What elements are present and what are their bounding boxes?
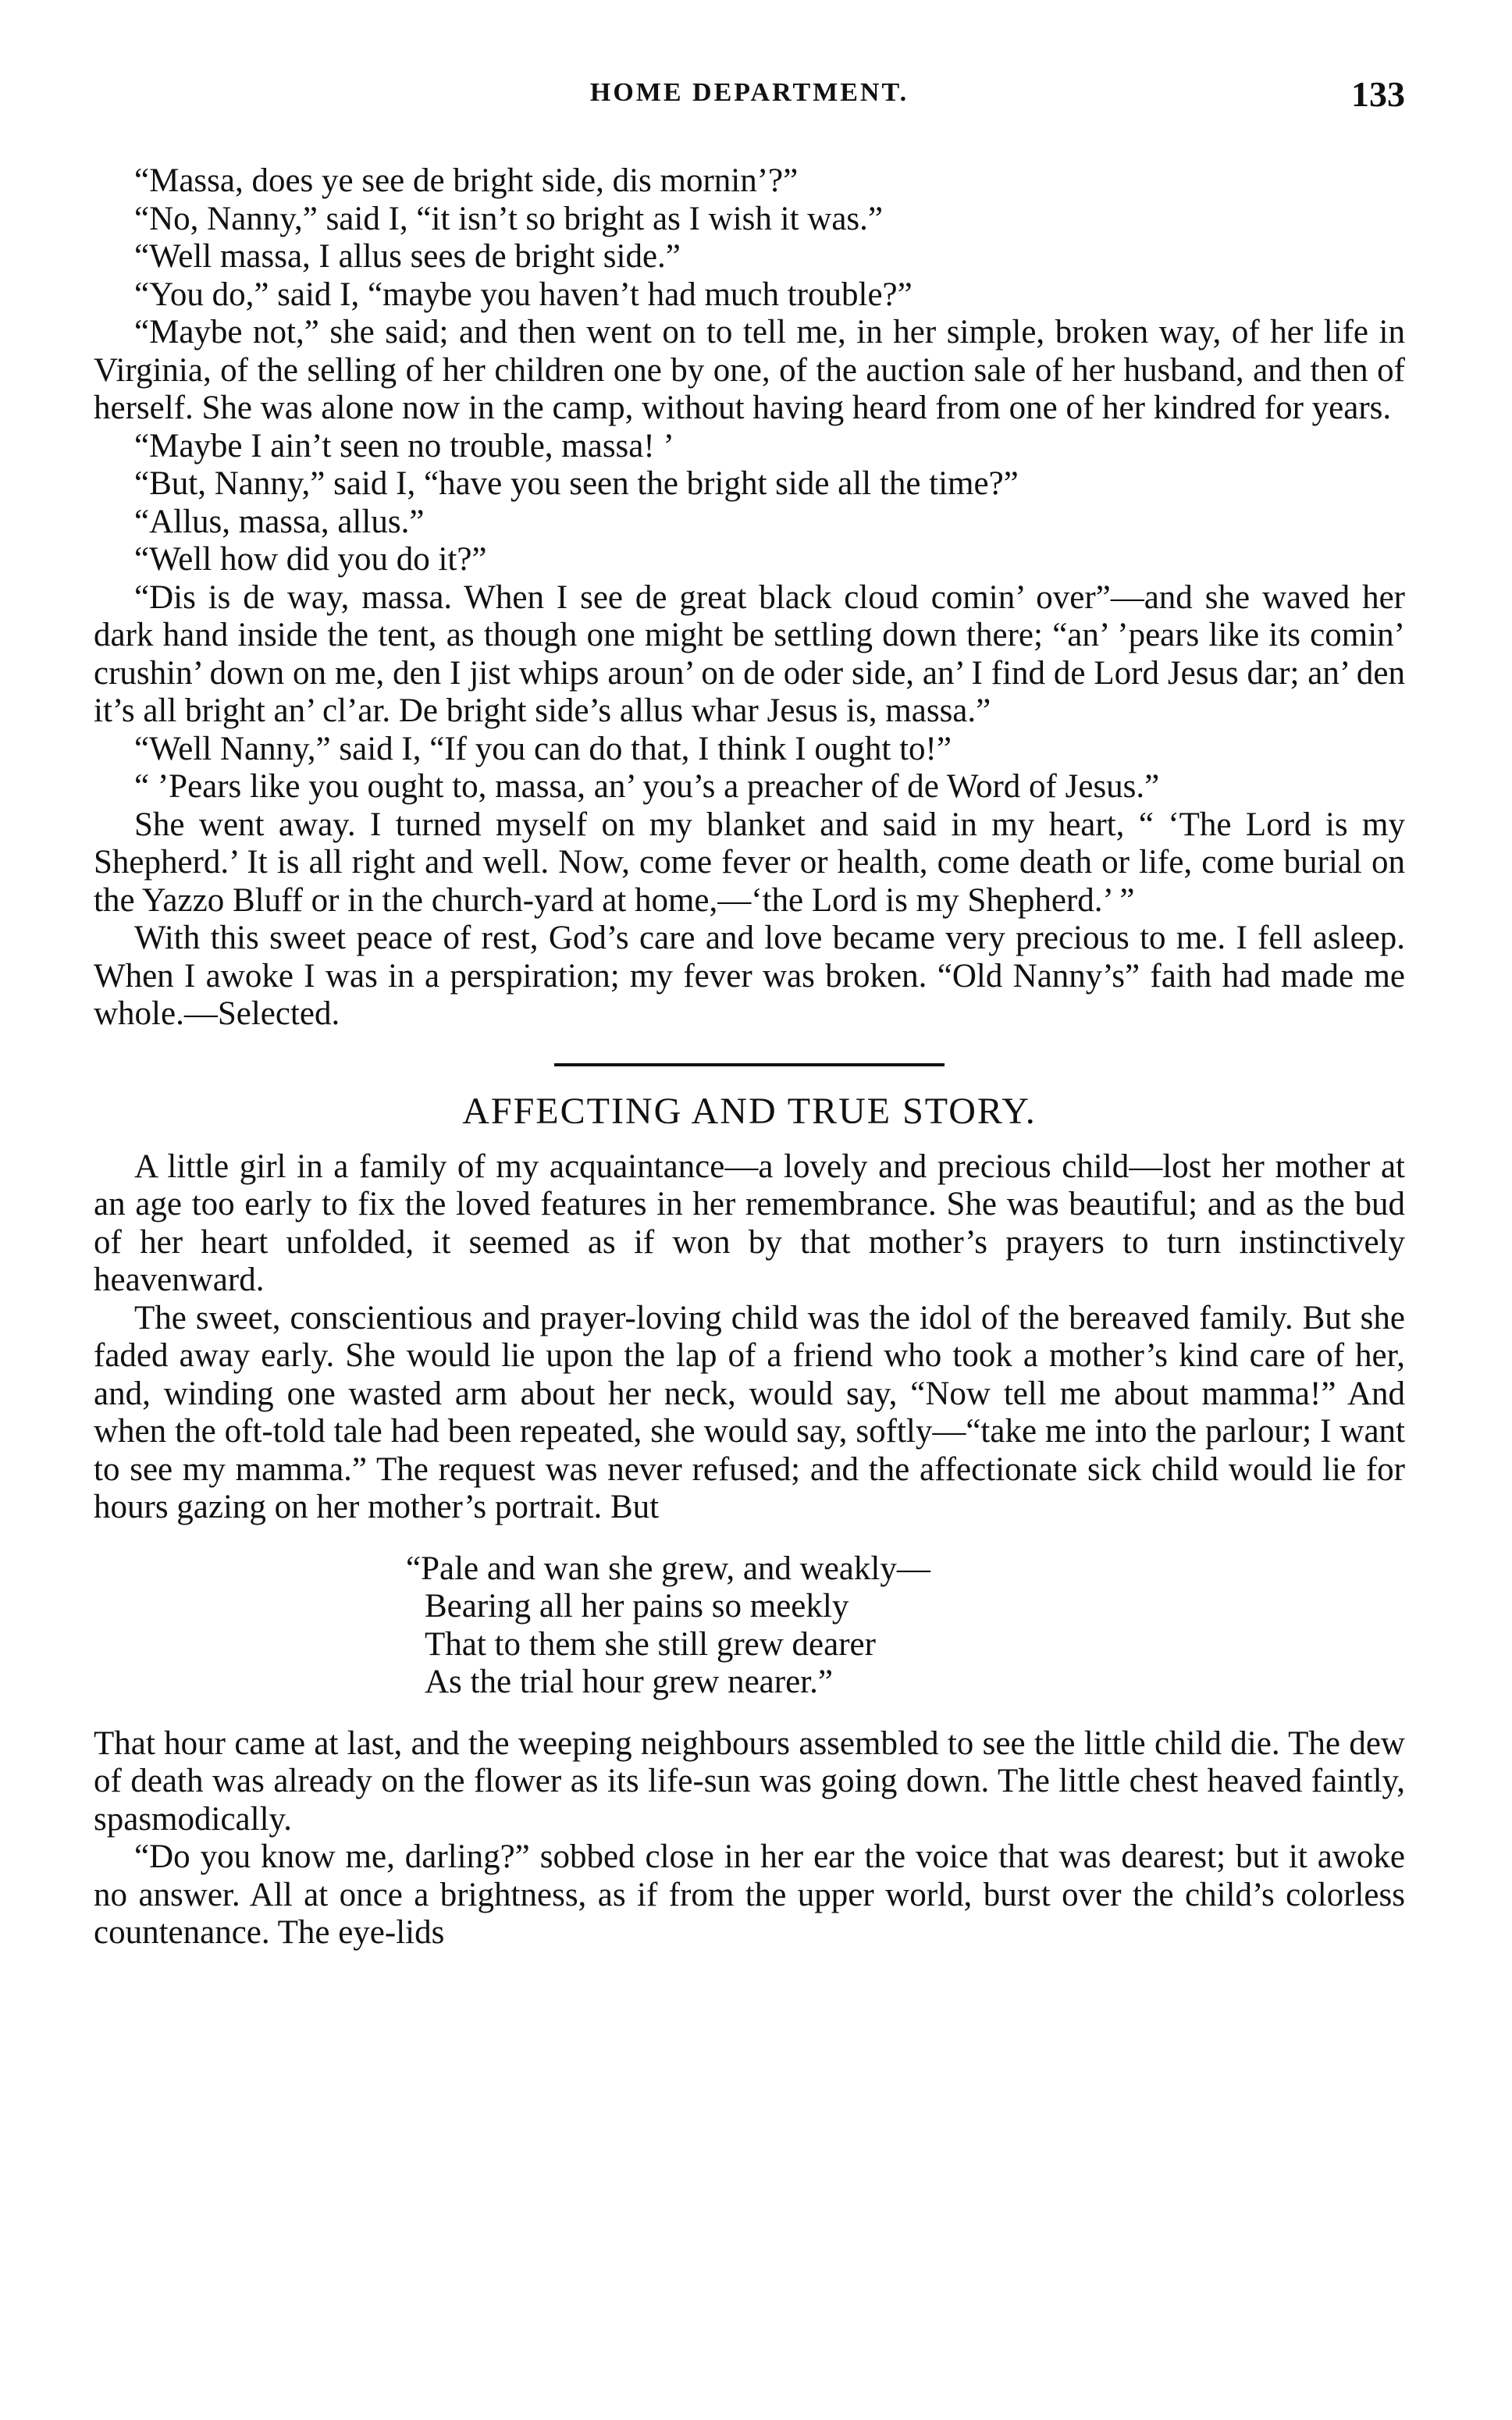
running-head: HOME DEPARTMENT. (589, 78, 909, 107)
page-number: 133 (1351, 74, 1405, 114)
section-divider (554, 1063, 945, 1066)
story-affecting (94, 1148, 1405, 1952)
document-page (94, 74, 1405, 1952)
paragraph: “Massa, does ye see de bright side, dis mornin’?” (134, 162, 799, 199)
paragraph: “Maybe I ain’t seen no trouble, massa! ’ (134, 427, 674, 464)
paragraph: The sweet, conscientious and prayer-loving child was the idol of the bereaved family. But she faded away early. She would lie upon the lap of a friend who took a mother’s kind care of her, and, winding one wasted arm about her neck, would say, “Now tell me about mamma!” And when the oft-told tale had been repeated, she would say, softly—“take me into the parlour; I want to see my mamma.” The request was never refused; and the affectionate sick child would lie for hours gazing on her mother’s portrait. But (94, 1299, 1405, 1525)
poem-line: Bearing all her pains so meekly (425, 1588, 849, 1625)
paragraph: “ ’Pears like you ought to, massa, an’ you’s a preacher of de Word of Jesus.” (134, 768, 1160, 805)
paragraph: “Dis is de way, massa. When I see de great black cloud comin’ over”—and she waved her dark hand inside the tent, as though one might be settling down there; “an’ ’pears like its comin’ crushin’ down on me, den I jist whips aroun’ on de oder side, an’ I find de Lord Jesus dar; an’ den it’s all bright an’ cl’ar. De bright side’s allus whar Jesus is, massa.” (94, 578, 1405, 729)
paragraph: “But, Nanny,” said I, “have you seen the bright side all the time?” (134, 465, 1019, 502)
paragraph: “Well how did you do it?” (134, 541, 487, 578)
paragraph: “Well massa, I allus sees de bright side.” (134, 238, 681, 275)
paragraph: With this sweet peace of rest, God’s care and love became very precious to me. I fell asleep. When I awoke I was in a perspiration; my fever was broken. “Old Nanny’s” faith had made me whole.—Selected. (94, 920, 1405, 1032)
poem-line: “Pale and wan she grew, and weakly— (406, 1550, 930, 1587)
section-title: AFFECTING AND TRUE STORY. (462, 1090, 1037, 1132)
paragraph: A little girl in a family of my acquaintance—a lovely and precious child—lost her mother at an age too early to fix the loved features in her remembrance. She was beautiful; and as the bud of her heart unfolded, it seemed as if won by that mother’s prayers to turn instinctively heavenward. (94, 1148, 1405, 1298)
paragraph: That hour came at last, and the weeping neighbours assembled to see the little child die. The dew of death was already on the flower as its life-sun was going down. The little chest heaved faintly, spasmodically. (94, 1724, 1405, 1838)
poem-line: That to them she still grew dearer (425, 1625, 876, 1663)
page-header (94, 74, 1405, 125)
paragraph: “Allus, massa, allus.” (134, 503, 425, 540)
poem-block (406, 1550, 1405, 1702)
paragraph: “Maybe not,” she said; and then went on to tell me, in her simple, broken way, of her life in Virginia, of the selling of her children one by one, of the auction sale of her husband, and then of herself. She was alone now in the camp, without having heard from one of her kindred for years. (94, 314, 1405, 426)
poem-line: As the trial hour grew nearer.” (425, 1664, 833, 1700)
paragraph: “No, Nanny,” said I, “it isn’t so bright as I wish it was.” (134, 200, 883, 237)
story-nanny (94, 162, 1405, 1034)
paragraph: “Do you know me, darling?” sobbed close in her ear the voice that was dearest; but it awoke no answer. All at once a brightness, as if from the upper world, burst over the child’s colorless countenance. The eye-lids (94, 1838, 1405, 1951)
paragraph: “Well Nanny,” said I, “If you can do that, I think I ought to!” (134, 730, 952, 767)
paragraph: “You do,” said I, “maybe you haven’t had much trouble?” (134, 276, 913, 313)
paragraph: She went away. I turned myself on my blanket and said in my heart, “ ‘The Lord is my Shepherd.’ It is all right and well. Now, come fever or health, come death or life, come burial on the Yazzo Bluff or in the church-yard at home,—‘the Lord is my Shepherd.’ ” (94, 806, 1405, 919)
